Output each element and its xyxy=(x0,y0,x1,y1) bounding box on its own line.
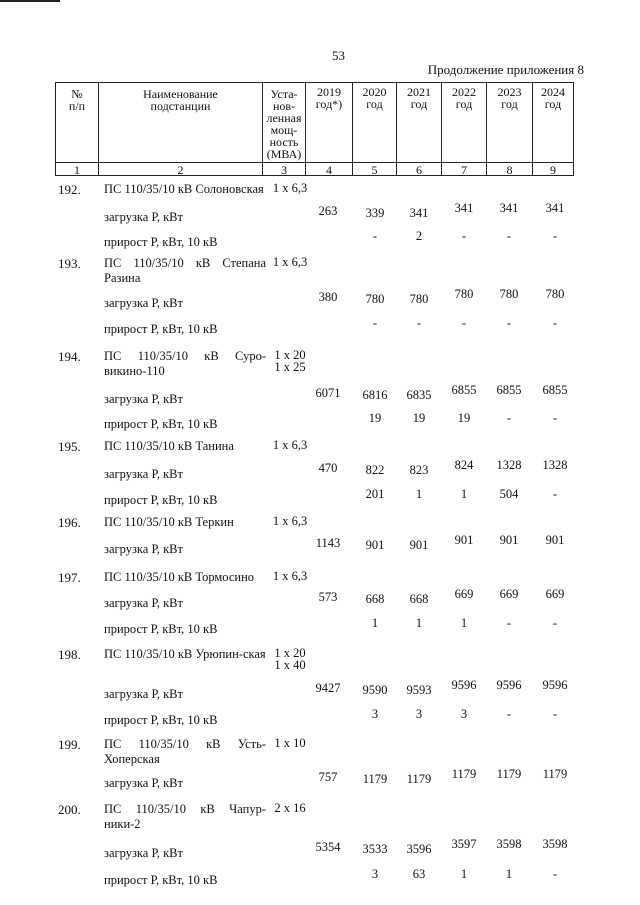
growth-value: 2 xyxy=(415,229,423,243)
load-value: 6855 xyxy=(542,383,568,397)
page-number: 53 xyxy=(332,48,345,63)
growth-value: - xyxy=(552,411,558,425)
column-number: 6 xyxy=(416,163,422,177)
growth-value: - xyxy=(552,707,558,721)
load-value: 470 xyxy=(318,461,338,475)
load-value: 1179 xyxy=(496,767,522,781)
growth-value: 19 xyxy=(457,411,471,425)
load-value: 1179 xyxy=(406,772,432,786)
growth-value: 1 xyxy=(415,487,423,501)
row-number: 198. xyxy=(58,647,81,662)
col-border xyxy=(573,82,574,176)
growth-value: 3 xyxy=(460,707,468,721)
load-value: 757 xyxy=(318,770,338,784)
growth-value: 1 xyxy=(371,616,379,630)
growth-label: прирост Р, кВт, 10 кВ xyxy=(104,873,218,887)
installed-capacity: 1 х 6,3 xyxy=(272,181,308,195)
row-number: 193. xyxy=(58,256,81,271)
header-name: Наименование подстанции xyxy=(143,87,218,113)
substation-name: ПС 110/35/10 кВ Суро-викино-110 xyxy=(104,349,266,378)
installed-capacity: 1 х 6,3 xyxy=(272,514,308,528)
load-value: 341 xyxy=(499,201,519,215)
load-value: 6816 xyxy=(362,388,388,402)
growth-value: - xyxy=(372,316,378,330)
load-value: 1179 xyxy=(362,772,388,786)
growth-value: 19 xyxy=(412,411,426,425)
growth-value: 3 xyxy=(415,707,423,721)
header-2020: 2020 год xyxy=(362,85,387,111)
load-value: 669 xyxy=(499,587,519,601)
load-value: 1179 xyxy=(451,767,477,781)
column-number: 9 xyxy=(550,163,556,177)
substation-name: ПС 110/35/10 кВ Чапур-ники-2 xyxy=(104,802,266,831)
load-value: 668 xyxy=(365,592,385,606)
growth-value: - xyxy=(506,411,512,425)
load-value: 780 xyxy=(454,287,474,301)
load-label: загрузка Р, кВт xyxy=(104,467,183,481)
growth-value: - xyxy=(461,316,467,330)
load-value: 669 xyxy=(545,587,565,601)
load-value: 901 xyxy=(409,538,429,552)
header-2019: 2019 год*) xyxy=(315,85,343,111)
growth-value: - xyxy=(552,316,558,330)
growth-value: - xyxy=(552,616,558,630)
load-value: 573 xyxy=(318,590,338,604)
column-number: 2 xyxy=(177,163,184,177)
growth-value: 201 xyxy=(365,487,385,501)
substation-name: ПС 110/35/10 кВ Урюпин-ская xyxy=(104,647,266,661)
row-number: 199. xyxy=(58,737,81,752)
growth-value: 1 xyxy=(415,616,423,630)
substation-name: ПС 110/35/10 кВ Тормосино xyxy=(104,570,255,584)
substation-name: ПС 110/35/10 кВ Теркин xyxy=(104,515,234,529)
row-number: 195. xyxy=(58,439,81,454)
header-top-border xyxy=(55,82,573,83)
load-label: загрузка Р, кВт xyxy=(104,392,183,406)
load-value: 9593 xyxy=(406,683,432,697)
load-value: 780 xyxy=(545,287,565,301)
row-number: 192. xyxy=(58,182,81,197)
load-value: 263 xyxy=(318,204,338,218)
load-value: 669 xyxy=(454,587,474,601)
substation-name: ПС 110/35/10 кВ Степана Разина xyxy=(104,256,266,285)
growth-value: 3 xyxy=(371,867,379,881)
load-value: 9590 xyxy=(362,683,388,697)
load-value: 3598 xyxy=(542,837,568,851)
load-label: загрузка Р, кВт xyxy=(104,542,183,556)
growth-value: - xyxy=(506,707,512,721)
installed-capacity: 1 х 6,3 xyxy=(272,438,308,452)
growth-value: 1 xyxy=(505,867,513,881)
load-value: 780 xyxy=(499,287,519,301)
load-label: загрузка Р, кВт xyxy=(104,776,183,790)
load-value: 1143 xyxy=(315,536,341,550)
substation-name: ПС 110/35/10 кВ Усть-Хоперская xyxy=(104,737,266,766)
load-value: 1328 xyxy=(496,458,522,472)
row-number: 197. xyxy=(58,570,81,585)
load-value: 1179 xyxy=(542,767,568,781)
load-label: загрузка Р, кВт xyxy=(104,210,183,224)
load-value: 668 xyxy=(409,592,429,606)
load-value: 9596 xyxy=(496,678,522,692)
growth-value: 3 xyxy=(371,707,379,721)
load-value: 6835 xyxy=(406,388,432,402)
load-value: 3598 xyxy=(496,837,522,851)
load-value: 6855 xyxy=(496,383,522,397)
load-value: 341 xyxy=(409,206,429,220)
load-value: 901 xyxy=(365,538,385,552)
load-label: загрузка Р, кВт xyxy=(104,596,183,610)
load-value: 1328 xyxy=(542,458,568,472)
growth-value: - xyxy=(506,229,512,243)
load-value: 824 xyxy=(454,458,474,472)
growth-value: 1 xyxy=(460,867,468,881)
header-2021: 2021 год xyxy=(407,85,431,111)
column-number: 1 xyxy=(74,163,80,177)
installed-capacity: 2 х 16 xyxy=(274,801,306,815)
load-value: 3533 xyxy=(362,842,388,856)
growth-label: прирост Р, кВт, 10 кВ xyxy=(104,322,218,336)
load-value: 901 xyxy=(545,533,565,547)
growth-value: - xyxy=(416,316,422,330)
load-value: 780 xyxy=(409,292,429,306)
load-label: загрузка Р, кВт xyxy=(104,687,183,701)
installed-capacity: 1 х 6,3 xyxy=(272,255,308,269)
installed-capacity: 1 х 20 1 х 40 xyxy=(274,646,306,672)
load-value: 780 xyxy=(365,292,385,306)
growth-label: прирост Р, кВт, 10 кВ xyxy=(104,235,218,249)
column-number: 7 xyxy=(461,163,467,177)
load-label: загрузка Р, кВт xyxy=(104,846,183,860)
load-value: 3597 xyxy=(451,837,477,851)
growth-value: - xyxy=(461,229,467,243)
column-number: 4 xyxy=(326,163,332,177)
growth-label: прирост Р, кВт, 10 кВ xyxy=(104,493,218,507)
row-number: 196. xyxy=(58,515,81,530)
growth-value: 63 xyxy=(412,867,426,881)
load-value: 380 xyxy=(318,290,338,304)
growth-value: - xyxy=(372,229,378,243)
growth-value: 504 xyxy=(499,487,519,501)
load-value: 341 xyxy=(545,201,565,215)
continuation-label: Продолжение приложения 8 xyxy=(427,62,584,77)
load-value: 3596 xyxy=(406,842,432,856)
growth-value: - xyxy=(552,867,558,881)
growth-label: прирост Р, кВт, 10 кВ xyxy=(104,622,218,636)
growth-label: прирост Р, кВт, 10 кВ xyxy=(104,713,218,727)
growth-value: - xyxy=(552,229,558,243)
growth-value: - xyxy=(506,616,512,630)
growth-value: - xyxy=(506,316,512,330)
growth-value: 1 xyxy=(460,487,468,501)
installed-capacity: 1 х 6,3 xyxy=(272,569,308,583)
top-rule xyxy=(0,0,60,2)
load-value: 823 xyxy=(409,463,429,477)
header-2022: 2022 год xyxy=(452,85,476,111)
column-number: 5 xyxy=(371,163,378,177)
growth-value: 1 xyxy=(460,616,468,630)
column-number: 8 xyxy=(506,163,513,177)
header-number: № п/п xyxy=(68,87,86,113)
header-2023: 2023 год xyxy=(497,85,522,111)
load-label: загрузка Р, кВт xyxy=(104,296,183,310)
header-2024: 2024 год xyxy=(541,85,565,111)
column-number: 3 xyxy=(281,163,287,177)
growth-value: - xyxy=(552,487,558,501)
load-value: 9596 xyxy=(451,678,477,692)
installed-capacity: 1 х 10 xyxy=(274,736,306,750)
load-value: 901 xyxy=(499,533,519,547)
load-value: 341 xyxy=(454,201,474,215)
load-value: 339 xyxy=(365,206,385,220)
row-number: 194. xyxy=(58,349,81,364)
growth-label: прирост Р, кВт, 10 кВ xyxy=(104,417,218,431)
substation-name: ПС 110/35/10 кВ Солоновская xyxy=(104,182,264,196)
load-value: 901 xyxy=(454,533,474,547)
row-number: 200. xyxy=(58,802,81,817)
growth-value: 19 xyxy=(368,411,382,425)
load-value: 6071 xyxy=(315,386,341,400)
load-value: 5354 xyxy=(315,840,341,854)
load-value: 822 xyxy=(365,463,385,477)
installed-capacity: 1 х 20 1 х 25 xyxy=(274,348,306,374)
load-value: 9596 xyxy=(542,678,568,692)
header-capacity: Уста- нов- ленная мощ- ность (МВА) xyxy=(266,87,302,161)
substation-name: ПС 110/35/10 кВ Танина xyxy=(104,439,234,453)
load-value: 6855 xyxy=(451,383,477,397)
load-value: 9427 xyxy=(315,681,341,695)
